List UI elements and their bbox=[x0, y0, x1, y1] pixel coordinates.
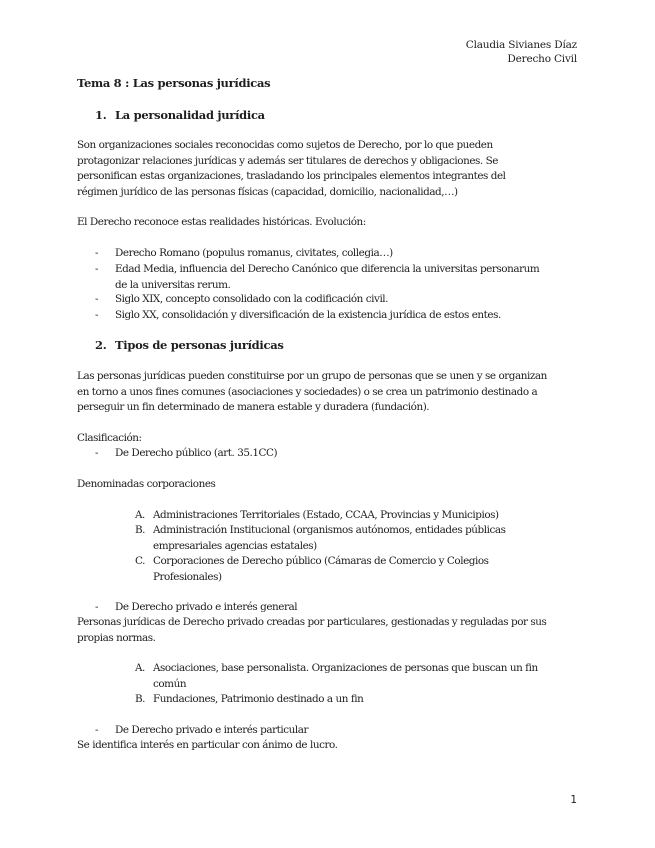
paragraph-line: perseguir un fin determinado de manera estable y duradera (fundación). bbox=[77, 401, 430, 413]
section-1-title: La personalidad jurídica bbox=[115, 108, 265, 122]
bullet-dash: - bbox=[95, 309, 99, 321]
header-subject: Derecho Civil bbox=[507, 53, 577, 65]
paragraph-line: en torno a unos fines comunes (asociaciones y sociedades) o se crea un patrimonio destinado a bbox=[77, 385, 538, 398]
paragraph-line: régimen jurídico de las personas físicas (capacidad, domicilio, nacionalidad,…) bbox=[77, 185, 458, 198]
list-item bbox=[95, 600, 585, 616]
list-item-text: Asociaciones, base personalista. Organizaciones de personas que buscan un fin bbox=[153, 662, 538, 674]
bullet-dash: - bbox=[95, 447, 99, 459]
list-item bbox=[95, 262, 585, 293]
section-2-number: 2. bbox=[95, 338, 107, 352]
list-item-text: común bbox=[153, 677, 187, 690]
list-item bbox=[95, 446, 585, 462]
list-item-text: Edad Media, influencia del Derecho Canónico que diferencia la universitas personarum bbox=[115, 263, 540, 275]
list-item-text: Fundaciones, Patrimonio destinado a un fin bbox=[153, 693, 364, 705]
paragraph-line: personifican estas organizaciones, trasladando los principales elementos integrantes del bbox=[77, 170, 506, 182]
bullet-dash: - bbox=[95, 263, 99, 275]
list-item-text: Derecho Romano (populus romanus, civitates, collegia…) bbox=[115, 247, 393, 259]
document-title: Tema 8 : Las personas jurídicas bbox=[77, 76, 271, 90]
paragraph-line: Personas jurídicas de Derecho privado creadas por particulares, gestionadas y reguladas por sus bbox=[77, 616, 547, 628]
list-item-text: De Derecho público (art. 35.1CC) bbox=[115, 447, 278, 459]
section-1-heading bbox=[95, 108, 265, 122]
section-2-title: Tipos de personas jurídicas bbox=[115, 338, 284, 352]
private-particular-paragraph: Se identifica interés en particular con ánimo de lucro. bbox=[77, 739, 338, 751]
list-item-text: Corporaciones de Derecho público (Cámaras de Comercio y Colegios bbox=[153, 555, 489, 567]
list-item-text: Siglo XIX, concepto consolidado con la codificación civil. bbox=[115, 293, 389, 305]
list-item bbox=[135, 692, 575, 708]
paragraph-line: protagonizar relaciones jurídicas y además ser titulares de derechos y obligaciones. Se bbox=[77, 154, 498, 167]
list-item bbox=[135, 508, 575, 524]
bullet-dash: - bbox=[95, 293, 99, 305]
classification-label: Clasificación: bbox=[77, 432, 142, 444]
list-item-text: de la universitas rerum. bbox=[115, 278, 231, 291]
section-1-paragraph bbox=[77, 138, 587, 200]
section-2-heading bbox=[95, 338, 284, 352]
corporations-label: Denominadas corporaciones bbox=[77, 478, 216, 490]
page-number: 1 bbox=[570, 794, 577, 806]
list-item bbox=[95, 292, 585, 308]
section-1-number: 1. bbox=[95, 108, 107, 122]
list-item-text: De Derecho privado e interés particular bbox=[115, 724, 308, 736]
paragraph-line: Las personas jurídicas pueden constituirse por un grupo de personas que se unen y se organizan bbox=[77, 370, 547, 382]
list-marker: B. bbox=[135, 524, 146, 536]
header-author: Claudia Sivianes Díaz bbox=[465, 39, 577, 51]
list-item-text: Administraciones Territoriales (Estado, CCAA, Provincias y Municipios) bbox=[153, 509, 499, 521]
list-item-text: De Derecho privado e interés general bbox=[115, 601, 298, 613]
bullet-dash: - bbox=[95, 724, 99, 736]
paragraph-line: propias normas. bbox=[77, 631, 156, 644]
list-item bbox=[95, 723, 585, 739]
private-general-paragraph bbox=[77, 615, 587, 646]
section-1-evolution-intro: El Derecho reconoce estas realidades históricas. Evolución: bbox=[77, 216, 366, 228]
list-item bbox=[95, 246, 585, 262]
bullet-dash: - bbox=[95, 247, 99, 259]
paragraph-line: Son organizaciones sociales reconocidas como sujetos de Derecho, por lo que pueden bbox=[77, 139, 493, 151]
section-2-paragraph bbox=[77, 369, 587, 416]
list-marker: C. bbox=[135, 555, 145, 567]
list-item-text: empresariales agencias estatales) bbox=[153, 539, 317, 552]
list-item bbox=[135, 523, 575, 554]
list-item bbox=[135, 554, 575, 585]
list-item-text: Administración Institucional (organismos autónomos, entidades públicas bbox=[153, 524, 506, 536]
list-item-text: Siglo XX, consolidación y diversificación de la existencia jurídica de estos entes. bbox=[115, 309, 501, 321]
list-marker: B. bbox=[135, 693, 146, 705]
bullet-dash: - bbox=[95, 601, 99, 613]
list-item bbox=[95, 308, 585, 324]
list-marker: A. bbox=[135, 509, 145, 521]
list-marker: A. bbox=[135, 662, 145, 674]
list-item-text: Profesionales) bbox=[153, 570, 222, 583]
list-item bbox=[135, 661, 575, 692]
